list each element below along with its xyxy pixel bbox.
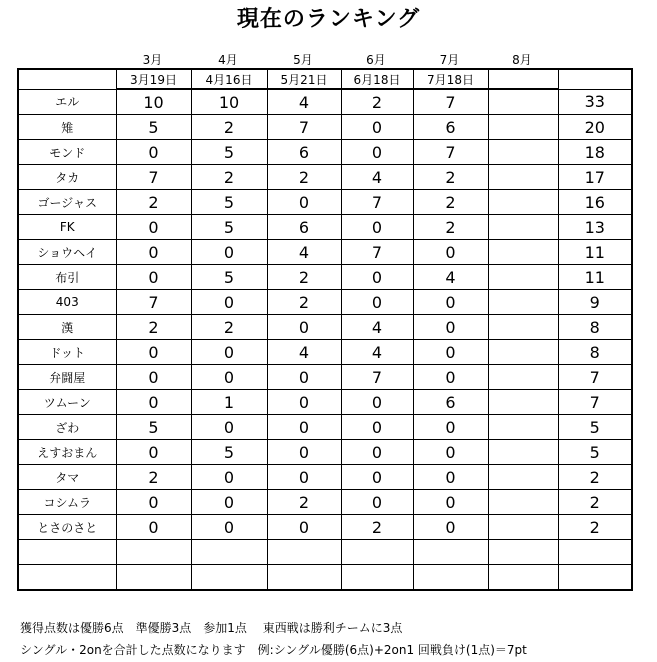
score-cell: 0 bbox=[191, 340, 267, 365]
score-cell: 0 bbox=[191, 240, 267, 265]
score-cell: 2 bbox=[116, 190, 191, 215]
table-row bbox=[18, 190, 632, 215]
score-cell: 6 bbox=[267, 215, 341, 240]
page-title: 現在のランキング bbox=[236, 7, 421, 32]
table-row bbox=[18, 465, 632, 490]
total-score-cell: 20 bbox=[558, 115, 632, 140]
score-cell: 2 bbox=[116, 465, 191, 490]
table-row bbox=[18, 290, 632, 315]
score-cell: 7 bbox=[341, 240, 413, 265]
score-cell: 7 bbox=[341, 365, 413, 390]
score-cell: 0 bbox=[267, 315, 341, 340]
score-cell bbox=[488, 140, 558, 165]
score-cell: 2 bbox=[413, 165, 488, 190]
score-cell: 0 bbox=[267, 365, 341, 390]
score-cell: 2 bbox=[191, 115, 267, 140]
score-cell: 2 bbox=[267, 490, 341, 515]
player-name-cell: 布引 bbox=[18, 265, 116, 290]
score-cell bbox=[488, 290, 558, 315]
score-cell: 0 bbox=[191, 515, 267, 540]
score-cell: 2 bbox=[191, 165, 267, 190]
score-cell bbox=[488, 490, 558, 515]
month-label: 7月 bbox=[439, 53, 460, 67]
score-cell: 5 bbox=[191, 215, 267, 240]
score-cell bbox=[488, 465, 558, 490]
name-header-cell bbox=[18, 69, 116, 89]
total-header-cell bbox=[558, 69, 632, 89]
score-cell: 4 bbox=[267, 240, 341, 265]
score-cell: 4 bbox=[341, 315, 413, 340]
score-cell: 0 bbox=[341, 415, 413, 440]
total-score-cell: 7 bbox=[558, 390, 632, 415]
total-score-cell: 2 bbox=[558, 465, 632, 490]
score-cell: 0 bbox=[116, 215, 191, 240]
total-score-cell: 8 bbox=[558, 315, 632, 340]
table-row bbox=[18, 365, 632, 390]
score-cell: 0 bbox=[413, 340, 488, 365]
score-cell: 0 bbox=[413, 465, 488, 490]
score-cell: 0 bbox=[341, 490, 413, 515]
date-cell: 4月16日 bbox=[191, 69, 267, 89]
score-cell: 2 bbox=[267, 290, 341, 315]
date-header-row bbox=[18, 69, 632, 89]
score-cell bbox=[341, 540, 413, 565]
scoring-notes bbox=[20, 617, 527, 661]
score-cell: 2 bbox=[341, 515, 413, 540]
total-score-cell: 13 bbox=[558, 215, 632, 240]
score-cell: 0 bbox=[413, 415, 488, 440]
score-cell: 2 bbox=[341, 89, 413, 115]
score-cell: 5 bbox=[191, 190, 267, 215]
score-cell: 4 bbox=[341, 340, 413, 365]
score-cell: 7 bbox=[341, 190, 413, 215]
score-cell: 5 bbox=[191, 265, 267, 290]
score-cell: 2 bbox=[413, 190, 488, 215]
note-line: 獲得点数は優勝6点 準優勝3点 参加1点 東西戦は勝利チームに3点 bbox=[20, 621, 403, 635]
score-cell: 2 bbox=[191, 315, 267, 340]
table-row bbox=[18, 540, 632, 565]
score-cell: 4 bbox=[267, 89, 341, 115]
month-label: 8月 bbox=[512, 53, 532, 67]
player-name-cell: 403 bbox=[18, 290, 116, 315]
score-cell: 0 bbox=[191, 490, 267, 515]
score-cell bbox=[413, 540, 488, 565]
score-cell: 0 bbox=[267, 465, 341, 490]
score-cell bbox=[488, 165, 558, 190]
player-name-cell bbox=[18, 565, 116, 591]
score-cell: 0 bbox=[341, 440, 413, 465]
score-cell: 0 bbox=[267, 390, 341, 415]
score-cell: 0 bbox=[413, 240, 488, 265]
score-cell: 7 bbox=[116, 165, 191, 190]
table-row bbox=[18, 440, 632, 465]
score-cell: 2 bbox=[413, 215, 488, 240]
player-name-cell: えすおまん bbox=[18, 440, 116, 465]
score-cell: 1 bbox=[191, 390, 267, 415]
score-cell: 7 bbox=[267, 115, 341, 140]
player-name-cell: FK bbox=[18, 215, 116, 240]
total-score-cell: 8 bbox=[558, 340, 632, 365]
score-cell bbox=[116, 540, 191, 565]
score-cell bbox=[488, 89, 558, 115]
total-score-cell: 18 bbox=[558, 140, 632, 165]
score-cell: 6 bbox=[413, 390, 488, 415]
score-cell: 0 bbox=[191, 415, 267, 440]
total-score-cell: 33 bbox=[558, 89, 632, 115]
total-score-cell: 11 bbox=[558, 265, 632, 290]
date-cell bbox=[488, 69, 558, 89]
total-score-cell: 16 bbox=[558, 190, 632, 215]
month-label: 3月 bbox=[142, 53, 163, 67]
total-score-cell: 11 bbox=[558, 240, 632, 265]
player-name-cell: ゴージャス bbox=[18, 190, 116, 215]
player-name-cell: とさのさと bbox=[18, 515, 116, 540]
score-cell: 0 bbox=[267, 440, 341, 465]
score-cell: 0 bbox=[116, 440, 191, 465]
score-cell: 10 bbox=[116, 89, 191, 115]
player-name-cell: 雉 bbox=[18, 115, 116, 140]
score-cell: 4 bbox=[267, 340, 341, 365]
score-cell: 0 bbox=[341, 390, 413, 415]
score-cell bbox=[116, 565, 191, 591]
table-row bbox=[18, 390, 632, 415]
score-cell bbox=[488, 565, 558, 591]
table-row bbox=[18, 215, 632, 240]
table-row bbox=[18, 340, 632, 365]
player-name-cell: コシムラ bbox=[18, 490, 116, 515]
score-cell: 10 bbox=[191, 89, 267, 115]
score-cell: 7 bbox=[116, 290, 191, 315]
player-name-cell: ドット bbox=[18, 340, 116, 365]
player-name-cell: タマ bbox=[18, 465, 116, 490]
score-cell bbox=[191, 565, 267, 591]
month-label: 4月 bbox=[218, 53, 238, 67]
total-score-cell: 2 bbox=[558, 515, 632, 540]
score-cell bbox=[191, 540, 267, 565]
score-cell: 0 bbox=[413, 365, 488, 390]
score-cell: 2 bbox=[116, 315, 191, 340]
score-cell bbox=[488, 190, 558, 215]
total-score-cell: 2 bbox=[558, 490, 632, 515]
score-cell: 0 bbox=[116, 140, 191, 165]
score-cell bbox=[488, 115, 558, 140]
score-cell: 4 bbox=[341, 165, 413, 190]
player-name-cell: タカ bbox=[18, 165, 116, 190]
score-cell: 5 bbox=[116, 415, 191, 440]
score-cell bbox=[341, 565, 413, 591]
score-cell: 0 bbox=[267, 515, 341, 540]
score-cell: 0 bbox=[413, 515, 488, 540]
date-cell: 6月18日 bbox=[341, 69, 413, 89]
score-cell bbox=[488, 215, 558, 240]
player-name-cell: ざわ bbox=[18, 415, 116, 440]
total-score-cell bbox=[558, 565, 632, 591]
score-cell bbox=[267, 540, 341, 565]
score-cell bbox=[413, 565, 488, 591]
date-cell: 5月21日 bbox=[267, 69, 341, 89]
score-cell: 0 bbox=[116, 390, 191, 415]
score-cell bbox=[488, 390, 558, 415]
score-cell: 0 bbox=[341, 465, 413, 490]
score-cell: 5 bbox=[116, 115, 191, 140]
score-cell bbox=[488, 365, 558, 390]
month-header-row bbox=[0, 51, 657, 67]
table-row bbox=[18, 490, 632, 515]
score-cell: 0 bbox=[191, 465, 267, 490]
score-cell bbox=[488, 515, 558, 540]
player-name-cell: ツムーン bbox=[18, 390, 116, 415]
player-name-cell: 弁闘屋 bbox=[18, 365, 116, 390]
score-cell: 0 bbox=[413, 490, 488, 515]
score-cell: 5 bbox=[191, 440, 267, 465]
score-cell bbox=[488, 315, 558, 340]
score-cell: 0 bbox=[413, 290, 488, 315]
score-cell: 5 bbox=[191, 140, 267, 165]
score-cell: 0 bbox=[341, 115, 413, 140]
table-row bbox=[18, 115, 632, 140]
total-score-cell: 7 bbox=[558, 365, 632, 390]
score-cell: 0 bbox=[267, 415, 341, 440]
total-score-cell: 5 bbox=[558, 440, 632, 465]
score-cell: 0 bbox=[116, 340, 191, 365]
score-cell: 7 bbox=[413, 140, 488, 165]
ranking-table bbox=[17, 68, 633, 591]
score-cell: 0 bbox=[191, 290, 267, 315]
score-cell bbox=[488, 340, 558, 365]
date-cell: 3月19日 bbox=[116, 69, 191, 89]
score-cell: 0 bbox=[116, 265, 191, 290]
total-score-cell bbox=[558, 540, 632, 565]
score-cell: 0 bbox=[191, 365, 267, 390]
table-row bbox=[18, 565, 632, 591]
month-label: 6月 bbox=[366, 53, 386, 67]
score-cell: 0 bbox=[267, 190, 341, 215]
player-name-cell: エル bbox=[18, 89, 116, 115]
score-cell: 4 bbox=[413, 265, 488, 290]
score-cell bbox=[488, 440, 558, 465]
table-row bbox=[18, 265, 632, 290]
player-name-cell: 漢 bbox=[18, 315, 116, 340]
total-score-cell: 5 bbox=[558, 415, 632, 440]
note-line: シングル・2onを合計した点数になります 例:シングル優勝(6点)+2on1 回戦負け(1点)＝7pt bbox=[20, 643, 527, 657]
score-cell bbox=[488, 265, 558, 290]
score-cell: 6 bbox=[267, 140, 341, 165]
month-label: 5月 bbox=[293, 53, 313, 67]
score-cell: 0 bbox=[116, 515, 191, 540]
score-cell: 2 bbox=[267, 165, 341, 190]
score-cell bbox=[488, 415, 558, 440]
table-row bbox=[18, 165, 632, 190]
table-row bbox=[18, 89, 632, 115]
total-score-cell: 17 bbox=[558, 165, 632, 190]
score-cell: 6 bbox=[413, 115, 488, 140]
player-name-cell bbox=[18, 540, 116, 565]
score-cell: 2 bbox=[267, 265, 341, 290]
score-cell: 0 bbox=[341, 140, 413, 165]
score-cell bbox=[267, 565, 341, 591]
score-cell bbox=[488, 540, 558, 565]
score-cell: 0 bbox=[413, 315, 488, 340]
score-cell bbox=[488, 240, 558, 265]
date-cell: 7月18日 bbox=[413, 69, 488, 89]
table-row bbox=[18, 140, 632, 165]
score-cell: 7 bbox=[413, 89, 488, 115]
table-row bbox=[18, 240, 632, 265]
score-cell: 0 bbox=[116, 240, 191, 265]
score-cell: 0 bbox=[116, 490, 191, 515]
total-score-cell: 9 bbox=[558, 290, 632, 315]
table-row bbox=[18, 315, 632, 340]
table-row bbox=[18, 415, 632, 440]
score-cell: 0 bbox=[341, 215, 413, 240]
score-cell: 0 bbox=[413, 440, 488, 465]
score-cell: 0 bbox=[341, 265, 413, 290]
table-row bbox=[18, 515, 632, 540]
player-name-cell: ショウヘイ bbox=[18, 240, 116, 265]
score-cell: 0 bbox=[341, 290, 413, 315]
player-name-cell: モンド bbox=[18, 140, 116, 165]
score-cell: 0 bbox=[116, 365, 191, 390]
